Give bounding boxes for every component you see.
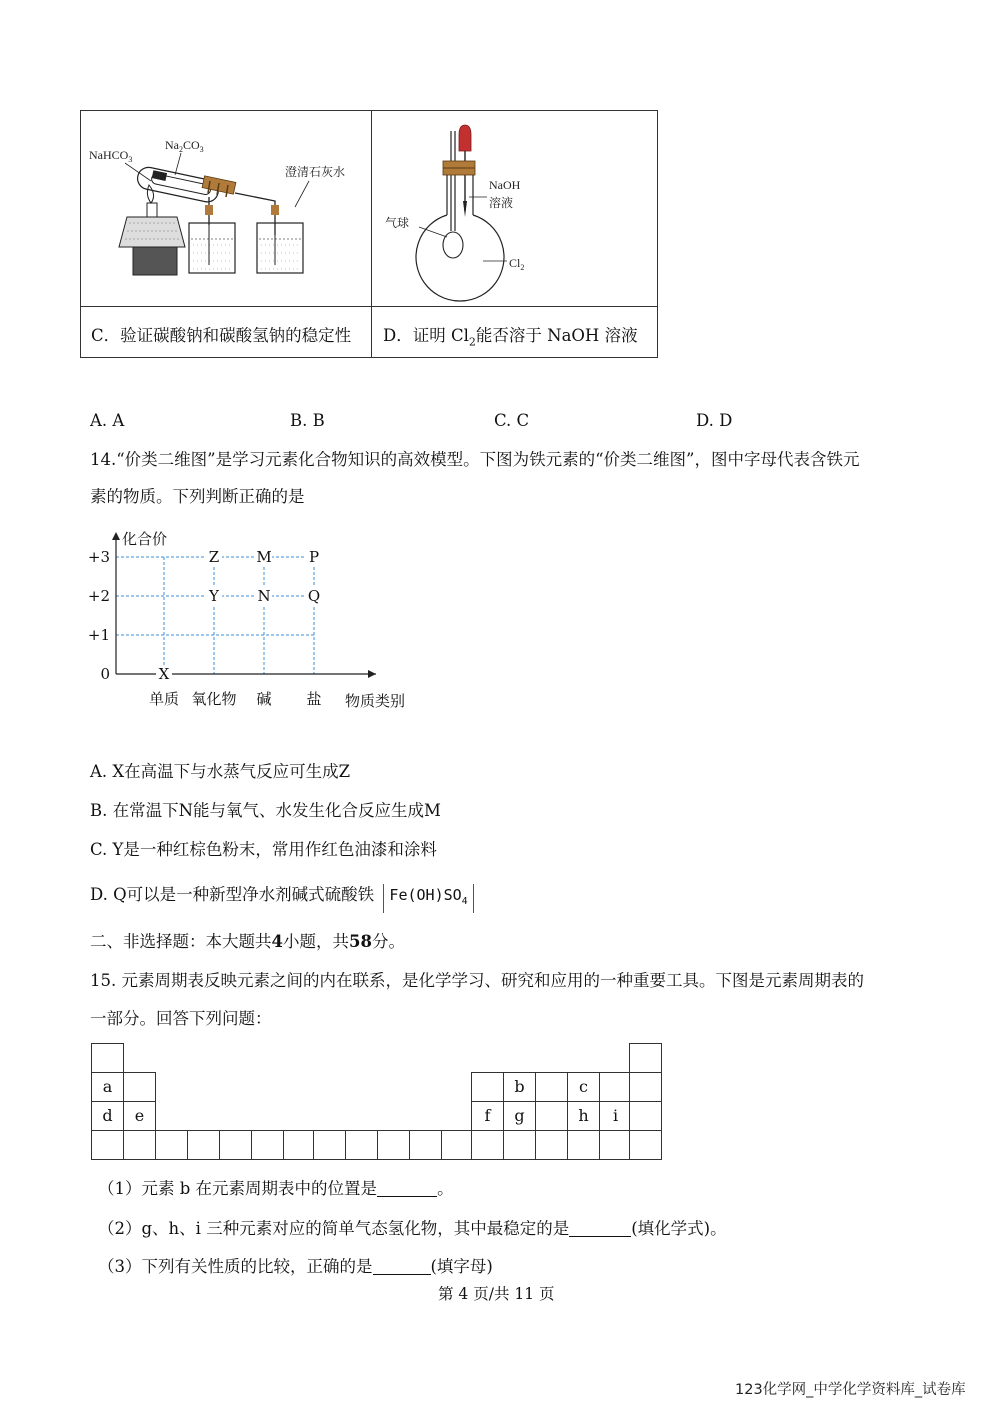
point-P: P [308, 548, 320, 566]
point-Q: Q [307, 587, 321, 605]
pt-cell [377, 1130, 410, 1160]
pt-cell [629, 1072, 662, 1102]
pt-cell-g: g [503, 1101, 536, 1131]
pt-cell [123, 1072, 156, 1102]
apparatus-table [80, 110, 658, 358]
pt-cell-c: c [567, 1072, 600, 1102]
pt-cell [471, 1130, 504, 1160]
heating-apparatus-figure [85, 131, 369, 303]
q15-stem-line1: 15. 元素周期表反映元素之间的内在联系，是化学学习、研究和应用的一种重要工具。下图是元素周期表的 [90, 971, 864, 990]
pt-cell [251, 1130, 284, 1160]
pt-cell [313, 1130, 346, 1160]
q14-option-b[interactable]: B. 在常温下N能与氧气、水发生化合反应生成M [90, 801, 441, 820]
periodic-table [91, 1043, 661, 1163]
solution-label: 溶液 [489, 196, 514, 210]
pt-cell [503, 1130, 536, 1160]
point-Z: Z [208, 548, 220, 566]
pt-cell [345, 1130, 378, 1160]
y-tick-label: 0 [100, 665, 110, 683]
point-Y: Y [209, 587, 219, 605]
pt-cell [629, 1043, 662, 1073]
pt-cell-a: a [91, 1072, 124, 1102]
y-tick-label: +2 [87, 587, 110, 605]
pt-cell [535, 1101, 568, 1131]
answer-blank-3[interactable] [373, 1258, 431, 1275]
pt-cell [283, 1130, 316, 1160]
y-axis-label: 化合价 [122, 530, 168, 548]
chart-points [156, 548, 322, 683]
pt-cell [629, 1130, 662, 1160]
q14-option-c[interactable]: C. Y是一种红棕色粉末，常用作红色油漆和涂料 [90, 840, 437, 859]
point-N: N [257, 587, 271, 605]
q14-option-a[interactable]: A. X在高温下与水蒸气反应可生成Z [90, 762, 351, 781]
q15-sub3: （3）下列有关性质的比较，正确的是 (填字母) [98, 1257, 493, 1276]
q14-stem-line2: 素的物质。下列判断正确的是 [90, 487, 305, 506]
pt-cell-d: d [91, 1101, 124, 1131]
chart-axes [112, 532, 376, 678]
valence-chart [80, 522, 420, 744]
watermark-text: 123化学网_中学化学资料库_试卷库 [735, 1382, 966, 1398]
pt-cell-h: h [567, 1101, 600, 1131]
table-divider-horizontal [81, 306, 657, 307]
pt-cell-f: f [471, 1101, 504, 1131]
pt-cell [599, 1130, 632, 1160]
pt-cell [155, 1130, 188, 1160]
pt-cell [187, 1130, 220, 1160]
x-tick-label: 氧化物 [191, 690, 237, 708]
y-tick-label: +3 [87, 548, 110, 566]
pt-cell [629, 1101, 662, 1131]
q13-option-d[interactable]: D. D [696, 411, 733, 430]
x-tick-label: 盐 [306, 690, 322, 708]
page-number: 第 4 页/共 11 页 [438, 1285, 555, 1303]
q13-option-c[interactable]: C. C [494, 411, 530, 430]
balloon-label: 气球 [385, 216, 410, 230]
pt-cell-i: i [599, 1101, 632, 1131]
answer-blank-2[interactable] [569, 1220, 631, 1237]
y-tick-label: +1 [87, 626, 110, 644]
point-M: M [256, 548, 272, 566]
q15-sub2: （2）g、h、i 三种元素对应的简单气态氢化物，其中最稳定的是 (填化学式)。 [98, 1219, 727, 1238]
pt-cell [91, 1130, 124, 1160]
caption-d: D．证明 $Cl_2$能否溶于 NaOH 溶液 [383, 326, 638, 349]
pt-cell-e: e [123, 1101, 156, 1131]
pt-cell [567, 1130, 600, 1160]
pt-cell [441, 1130, 474, 1160]
y-axis-arrow [112, 532, 120, 540]
q14-option-d[interactable]: D. Q可以是一种新型净水剂碱式硫酸铁 $Fe(OH)SO_4$ [90, 884, 474, 913]
pt-cell [535, 1130, 568, 1160]
pt-cell [409, 1130, 442, 1160]
answer-blank-1[interactable] [377, 1180, 437, 1197]
limewater-label: 澄清石灰水 [285, 165, 346, 179]
pt-cell [471, 1072, 504, 1102]
na2co3-label: $Na_2CO_3$ [165, 138, 204, 154]
pt-cell [91, 1043, 124, 1073]
cl2-label: $Cl_2$ [509, 256, 525, 272]
nahco3-label: NaHCO$_3$ [89, 148, 133, 164]
q14-stem-line1: 14.“价类二维图”是学习元素化合物知识的高效模型。下图为铁元素的“价类二维图”，图中字母代表含铁元 [90, 450, 860, 469]
naoh-label: NaOH [489, 178, 521, 192]
x-tick-label: 碱 [256, 690, 272, 708]
flask-apparatus-figure [375, 121, 655, 303]
point-X: X [158, 665, 170, 683]
pt-cell-b: b [503, 1072, 536, 1102]
chart-grid [116, 557, 314, 674]
caption-c: C．验证碳酸钠和碳酸氢钠的稳定性 [91, 326, 352, 345]
x-axis-label: 物质类别 [344, 692, 406, 710]
q13-option-b[interactable]: B. B [290, 411, 325, 430]
pt-cell [219, 1130, 252, 1160]
pt-cell [535, 1072, 568, 1102]
section-2-heading: 二、非选择题：本大题共4小题，共58分。 [90, 932, 405, 951]
q15-sub1: （1）元素 b 在元素周期表中的位置是 。 [98, 1179, 454, 1198]
table-divider-vertical [371, 111, 372, 357]
q15-stem-line2: 一部分。回答下列问题： [90, 1009, 272, 1028]
pt-cell [123, 1130, 156, 1160]
pt-cell [599, 1072, 632, 1102]
x-axis-arrow [368, 670, 376, 678]
q13-option-a[interactable]: A. A [90, 411, 125, 430]
formula-bracket: $Fe(OH)SO_4$ [383, 884, 473, 913]
x-tick-label: 单质 [148, 690, 180, 708]
